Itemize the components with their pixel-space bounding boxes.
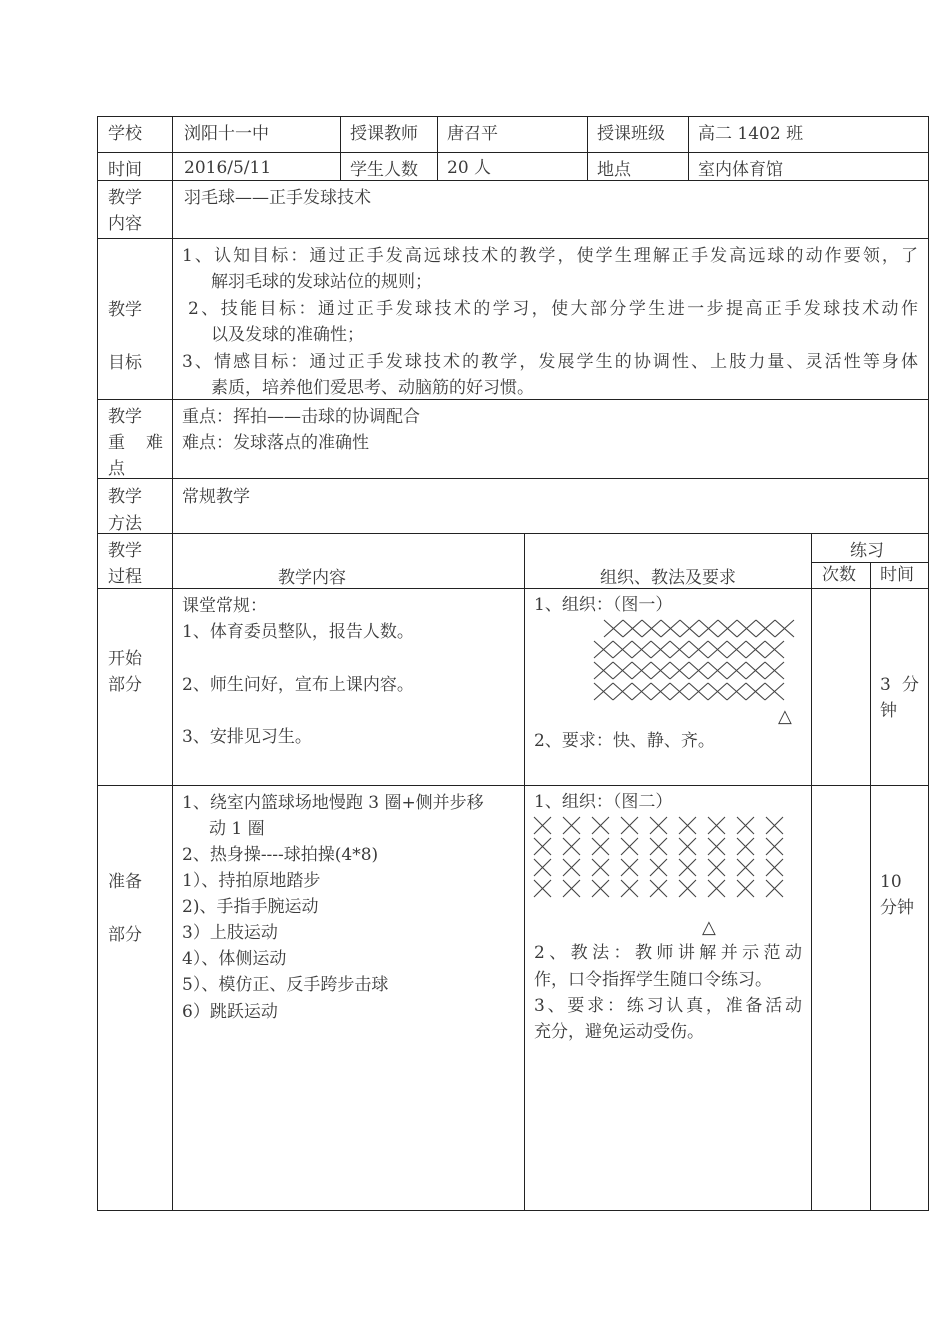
teacher-label: 授课教师 [350,124,418,144]
student-mark [621,880,638,897]
student-mark [651,662,670,679]
student-mark [708,662,727,679]
table-line [811,533,812,1211]
student-mark [563,817,580,834]
date-value: 2016/5/11 [184,158,272,178]
student-mark [708,880,725,897]
key-points-label: 重 [108,433,125,453]
content-label: 内容 [108,214,142,234]
student-mark [642,620,661,637]
student-mark [651,641,670,658]
prep-content-item: 5）、模仿正、反手跨步击球 [182,975,389,995]
formation-diagram-1 [590,616,805,706]
student-mark [534,880,551,897]
table-line [97,785,929,786]
student-mark [775,620,794,637]
content-value: 羽毛球——正手发球技术 [184,188,371,208]
process-label: 过程 [108,567,142,587]
start-org-requirement: 2、要求：快、静、齐。 [534,731,715,751]
table-border-right [928,116,929,1211]
students-value: 20 人 [447,158,492,178]
student-mark [708,641,727,658]
student-mark [766,859,783,876]
prep-org-title: 1、组织：（图二） [534,792,673,812]
key-point: 重点：挥拍——击球的协调配合 [182,407,420,427]
student-mark [766,817,783,834]
student-mark [689,683,708,700]
prep-content-item: 3）上肢运动 [182,923,278,943]
objective-3: 3、情感目标：通过正手发球技术的教学，发展学生的协调性、上肢力量、灵活性等身体 [182,352,918,372]
students-label: 学生人数 [350,160,418,180]
student-mark [592,859,609,876]
table-line [97,533,929,534]
prep-section-label: 准备 [108,872,142,892]
student-mark [737,620,756,637]
column-header-organization: 组织、教法及要求 [600,568,736,588]
table-line [587,116,588,180]
student-mark [594,683,613,700]
column-header-times: 次数 [822,565,856,585]
student-mark [613,641,632,658]
student-mark [737,880,754,897]
location-value: 室内体育馆 [698,160,783,180]
student-mark [708,817,725,834]
student-mark [534,838,551,855]
student-mark [737,817,754,834]
table-line [870,562,871,1211]
key-points-label: 难 [146,433,163,453]
student-mark [765,683,784,700]
student-mark [699,620,718,637]
start-content-item: 2、师生问好，宣布上课内容。 [182,675,414,695]
location-label: 地点 [597,160,631,180]
table-line [172,116,173,1211]
start-content-item: 课堂常规： [182,596,267,616]
student-mark [727,641,746,658]
table-line [97,478,929,479]
student-mark [563,880,580,897]
prep-content-item: 1、绕室内篮球场地慢跑 3 圈+侧并步移 [182,793,484,813]
student-mark [727,683,746,700]
student-mark [534,859,551,876]
objectives-label: 目标 [108,353,142,373]
student-mark [708,683,727,700]
teacher-position-marker: △ [702,917,716,938]
prep-content-item: 6）跳跃运动 [182,1002,278,1022]
table-line [688,116,689,180]
prep-content-item: 动 1 圈 [209,819,265,839]
student-mark [613,662,632,679]
student-mark [604,620,623,637]
objective-2: 2、技能目标：通过正手发球技术的学习，使大部分学生进一步提高正手发球技术动作 [188,299,918,319]
student-mark [650,859,667,876]
table-line [97,588,929,589]
student-mark [766,838,783,855]
table-border-bottom [97,1210,929,1211]
key-points-label: 教学 [108,407,142,427]
class-label: 授课班级 [597,124,665,144]
student-mark [563,838,580,855]
student-mark [746,662,765,679]
objective-3-cont: 素质，培养他们爱思考、动脑筋的好习惯。 [211,378,534,398]
start-org-title: 1、组织：（图一） [534,595,673,615]
table-border-left [97,116,98,1211]
student-mark [670,683,689,700]
school-label: 学校 [108,124,142,144]
process-label: 教学 [108,541,142,561]
student-mark [613,683,632,700]
student-mark [670,662,689,679]
prep-org-method: 2、教法：教师讲解并示范动 [534,943,802,963]
content-label: 教学 [108,188,142,208]
start-section-label: 部分 [108,675,142,695]
student-mark [680,620,699,637]
table-line [524,533,525,1211]
method-label: 教学 [108,487,142,507]
start-section-label: 开始 [108,649,142,669]
student-mark [592,838,609,855]
objective-2-cont: 以及发球的准确性； [211,325,364,345]
student-mark [621,859,638,876]
prep-org-requirement-cont: 充分，避免运动受伤。 [534,1022,704,1042]
column-header-practice: 练习 [850,541,884,561]
difficult-point: 难点：发球落点的准确性 [182,433,369,453]
table-line [97,238,929,239]
student-mark [765,641,784,658]
student-mark [679,838,696,855]
student-mark [718,620,737,637]
student-mark [594,662,613,679]
prep-content-item: 1）、持拍原地踏步 [182,871,321,891]
student-mark [689,662,708,679]
prep-content-item: 4）、体侧运动 [182,949,287,969]
key-points-label: 点 [108,459,125,479]
student-mark [563,859,580,876]
student-mark [679,817,696,834]
student-mark [670,641,689,658]
student-mark [765,662,784,679]
column-header-duration: 时间 [880,565,914,585]
student-mark [766,880,783,897]
method-label: 方法 [108,514,142,534]
student-mark [621,817,638,834]
student-mark [746,683,765,700]
student-mark [623,620,642,637]
student-mark [594,641,613,658]
column-header-content: 教学内容 [278,568,346,588]
student-mark [592,817,609,834]
student-mark [727,662,746,679]
student-mark [650,880,667,897]
student-mark [679,859,696,876]
start-content-item: 3、安排见习生。 [182,727,312,747]
student-mark [737,859,754,876]
student-mark [708,838,725,855]
teacher-value: 唐召平 [447,124,498,144]
student-mark [632,683,651,700]
student-mark [746,641,765,658]
student-mark [621,838,638,855]
prep-org-requirement: 3、要求：练习认真，准备活动 [534,996,802,1016]
student-mark [651,683,670,700]
student-mark [708,859,725,876]
prep-content-item: 2、热身操----球拍操(4*8) [182,845,379,865]
student-mark [689,641,708,658]
student-mark [650,817,667,834]
table-line [97,152,929,153]
student-mark [632,662,651,679]
formation-diagram-2 [530,813,790,903]
start-duration-unit: 分 [902,675,919,695]
start-content-item: 1、体育委员整队，报告人数。 [182,622,414,642]
prep-duration-unit: 分钟 [880,898,914,918]
method-value: 常规教学 [182,487,250,507]
start-duration-unit: 钟 [880,701,897,721]
prep-content-item: 2)、手指手腕运动 [182,897,319,917]
time-label: 时间 [108,160,142,180]
table-line [437,116,438,180]
objectives-label: 教学 [108,300,142,320]
student-mark [737,838,754,855]
objective-1-cont: 解羽毛球的发球站位的规则； [211,272,432,292]
teacher-position-marker: △ [778,706,792,727]
student-mark [661,620,680,637]
prep-duration: 10 [880,872,902,892]
school-value: 浏阳十一中 [184,124,269,144]
table-border-top [97,116,929,117]
objective-1: 1、认知目标：通过正手发高远球技术的教学，使学生理解正手发高远球的动作要领，了 [182,246,918,266]
student-mark [650,838,667,855]
student-mark [756,620,775,637]
prep-org-method-cont: 作，口令指挥学生随口令练习。 [534,970,772,990]
student-mark [534,817,551,834]
student-mark [679,880,696,897]
student-mark [632,641,651,658]
student-mark [592,880,609,897]
table-line [340,116,341,180]
prep-section-label: 部分 [108,925,142,945]
start-duration: 3 [880,675,891,695]
class-value: 高二 1402 班 [698,124,804,144]
